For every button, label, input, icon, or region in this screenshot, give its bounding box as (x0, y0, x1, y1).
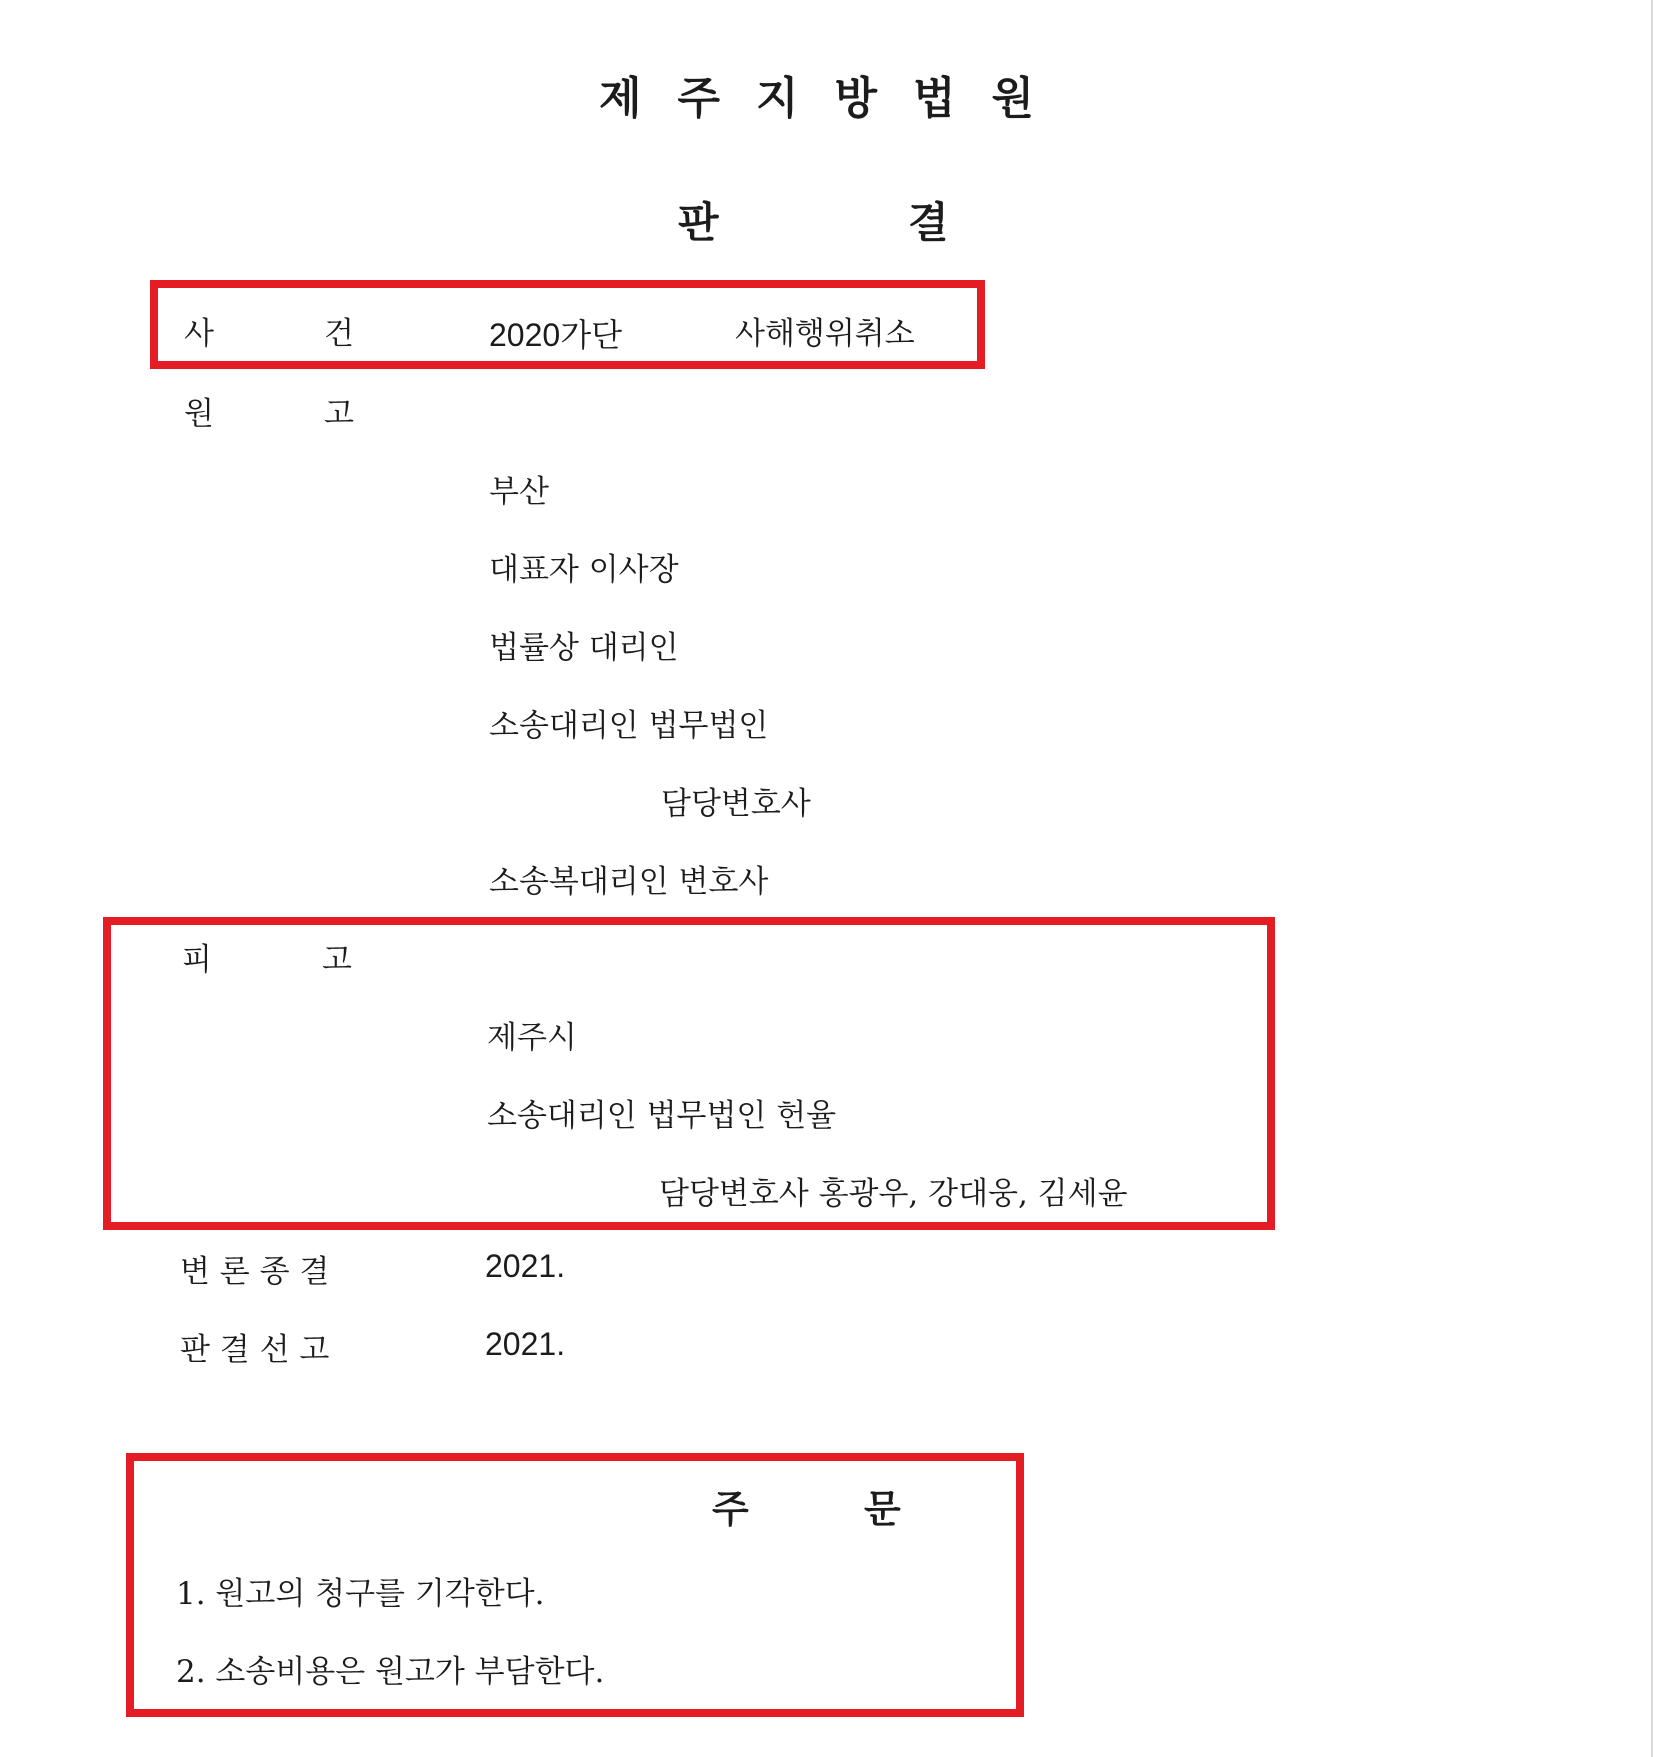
defendant-line: 담당변호사 홍광우, 강대웅, 김세윤 (659, 1176, 1128, 1212)
case-number: 2020가단 (489, 317, 623, 353)
judgment-date-label: 판 결 선 고 (180, 1332, 330, 1368)
defendant-line: 소송대리인 법무법인 헌율 (487, 1098, 837, 1134)
plaintiff-label-a: 원 (184, 396, 214, 432)
order-item: 1. 원고의 청구를 기각한다. (176, 1576, 545, 1612)
defendant-line: 제주시 (487, 1020, 577, 1056)
plaintiff-line: 담당변호사 (661, 786, 811, 822)
court-name: 제주지방법원 (598, 73, 1071, 124)
case-label-a: 사 (184, 316, 214, 352)
plaintiff-line: 부산 (489, 474, 549, 510)
plaintiff-line: 소송대리인 법무법인 (489, 708, 769, 744)
doc-type-left: 판 (678, 198, 719, 247)
hearing-end-label: 변 론 종 결 (180, 1254, 330, 1290)
defendant-label-a: 피 (182, 942, 212, 978)
case-label-b: 건 (324, 316, 354, 352)
defendant-label-b: 고 (322, 942, 352, 978)
doc-type-right: 결 (908, 198, 949, 247)
order-title-b: 문 (864, 1487, 901, 1531)
case-name: 사해행위취소 (735, 316, 915, 352)
order-item: 2. 소송비용은 원고가 부담한다. (176, 1654, 605, 1690)
plaintiff-line: 소송복대리인 변호사 (489, 864, 769, 900)
judgment-date: 2021. (485, 1326, 566, 1362)
hearing-end-date: 2021. (485, 1248, 566, 1284)
order-title-a: 주 (712, 1487, 749, 1531)
plaintiff-line: 대표자 이사장 (489, 552, 679, 588)
plaintiff-line: 법률상 대리인 (489, 630, 679, 666)
plaintiff-label-b: 고 (324, 396, 354, 432)
